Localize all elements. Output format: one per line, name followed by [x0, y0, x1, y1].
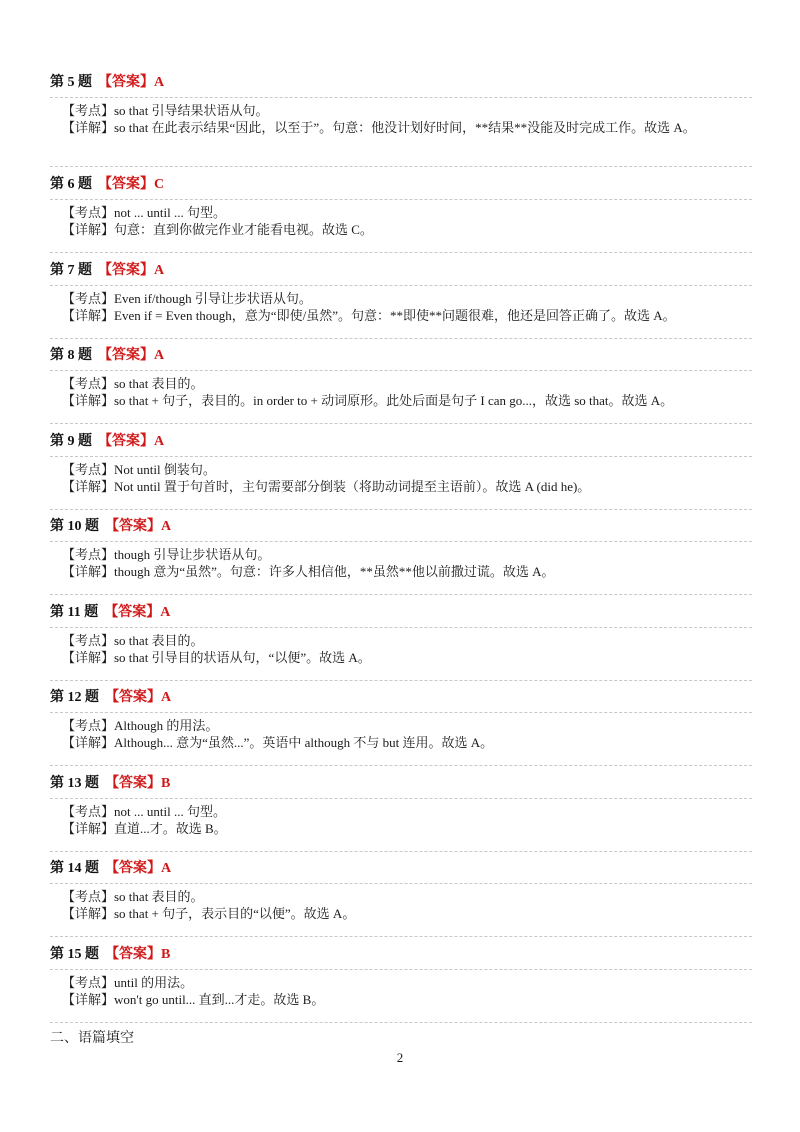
answer-label: 【答案】A — [98, 75, 165, 90]
kaodian-line: 【考点】not ... until ... 句型。 — [62, 803, 226, 819]
answer-item-6 — [50, 176, 752, 262]
xiangjie-line: 【详解】won't go until... 直到...才走。故选 B。 — [62, 991, 325, 1007]
xiangjie-line: 【详解】so that 在此表示结果“因此，以至于”。句意：他没计划好时间，**结果**没能及时完成工作。故选 A。 — [62, 120, 696, 135]
xiangjie-line: 【详解】句意：直到你做完作业才能看电视。故选 C。 — [62, 222, 373, 237]
divider — [50, 285, 752, 286]
divider — [50, 936, 752, 937]
xiangjie-line: 【详解】though 意为“虽然”。句意：许多人相信他，**虽然**他以前撒过谎。故选 A。 — [62, 564, 555, 579]
answer-item-5 — [50, 74, 752, 176]
xiangjie-line: 【详解】so that 引导目的状语从句，“以便”。故选 A。 — [62, 649, 371, 665]
divider — [50, 851, 752, 852]
answer-item-12 — [50, 689, 752, 775]
answer-label: 【答案】B — [105, 946, 171, 962]
divider — [50, 680, 752, 681]
answer-label: 【答案】C — [98, 177, 165, 192]
question-number: 第 11 题 — [50, 604, 99, 620]
answer-item-14 — [50, 860, 752, 946]
question-number: 第 15 题 — [50, 946, 99, 962]
divider — [50, 594, 752, 595]
divider — [50, 765, 752, 766]
xiangjie-line: 【详解】Although... 意为“虽然...”。英语中 although 不与 but 连用。故选 A。 — [62, 735, 494, 750]
kaodian-line: 【考点】Even if/though 引导让步状语从句。 — [62, 290, 312, 306]
kaodian-line: 【考点】Although 的用法。 — [62, 718, 219, 733]
xiangjie-line: 【详解】直道...才。故选 B。 — [62, 820, 227, 836]
divider — [50, 969, 752, 970]
kaodian-line: 【考点】so that 表目的。 — [62, 632, 204, 648]
answer-label: 【答案】A — [105, 861, 172, 876]
answer-label: 【答案】A — [98, 348, 165, 363]
divider — [50, 166, 752, 167]
answer-label: 【答案】A — [98, 433, 165, 449]
xiangjie-line: 【详解】Not until 置于句首时，主句需要部分倒装（将助动词提至主语前）。故选 A (did he)。 — [62, 478, 591, 494]
question-number: 第 6 题 — [50, 177, 92, 192]
answer-label: 【答案】A — [104, 604, 171, 620]
answer-list — [50, 74, 752, 1031]
kaodian-line: 【考点】so that 引导结果状语从句。 — [62, 103, 269, 118]
answer-item-11 — [50, 604, 752, 690]
kaodian-line: 【考点】until 的用法。 — [62, 974, 194, 990]
question-number: 第 12 题 — [50, 690, 99, 705]
answer-item-7 — [50, 262, 752, 348]
question-number: 第 5 题 — [50, 75, 92, 90]
kaodian-line: 【考点】though 引导让步状语从句。 — [62, 547, 271, 562]
divider — [50, 712, 752, 713]
answer-label: 【答案】A — [98, 262, 165, 278]
divider — [50, 798, 752, 799]
divider — [50, 370, 752, 371]
divider — [50, 509, 752, 510]
divider — [50, 97, 752, 98]
divider — [50, 423, 752, 424]
question-number: 第 9 题 — [50, 433, 92, 449]
question-number: 第 8 题 — [50, 348, 92, 363]
answer-item-10 — [50, 518, 752, 604]
question-number: 第 13 题 — [50, 775, 99, 791]
section-title: 二、语篇填空 — [50, 1031, 134, 1046]
answer-label: 【答案】A — [105, 690, 172, 705]
question-number: 第 10 题 — [50, 519, 99, 534]
kaodian-line: 【考点】so that 表目的。 — [62, 376, 204, 391]
kaodian-line: 【考点】not ... until ... 句型。 — [62, 205, 226, 220]
divider — [50, 627, 752, 628]
answer-item-9 — [50, 433, 752, 519]
answer-label: 【答案】B — [105, 775, 171, 791]
answer-label: 【答案】A — [105, 519, 172, 534]
xiangjie-line: 【详解】Even if = Even though，意为“即使/虽然”。句意：**即使**问题很难，他还是回答正确了。故选 A。 — [62, 307, 676, 323]
kaodian-line: 【考点】so that 表目的。 — [62, 889, 204, 904]
xiangjie-line: 【详解】so that + 句子，表示目的“以便”。故选 A。 — [62, 906, 356, 921]
question-number: 第 14 题 — [50, 861, 99, 876]
page-number: 2 — [396, 1050, 404, 1065]
question-number: 第 7 题 — [50, 262, 92, 278]
divider — [50, 883, 752, 884]
divider — [50, 541, 752, 542]
divider — [50, 1022, 752, 1023]
answer-item-8 — [50, 347, 752, 433]
answer-item-15 — [50, 946, 752, 1032]
divider — [50, 456, 752, 457]
divider — [50, 338, 752, 339]
xiangjie-line: 【详解】so that + 句子，表目的。in order to + 动词原形。此处后面是句子 I can go...，故选 so that。故选 A。 — [62, 393, 674, 408]
answer-item-13 — [50, 775, 752, 861]
kaodian-line: 【考点】Not until 倒装句。 — [62, 461, 216, 477]
divider — [50, 252, 752, 253]
divider — [50, 199, 752, 200]
